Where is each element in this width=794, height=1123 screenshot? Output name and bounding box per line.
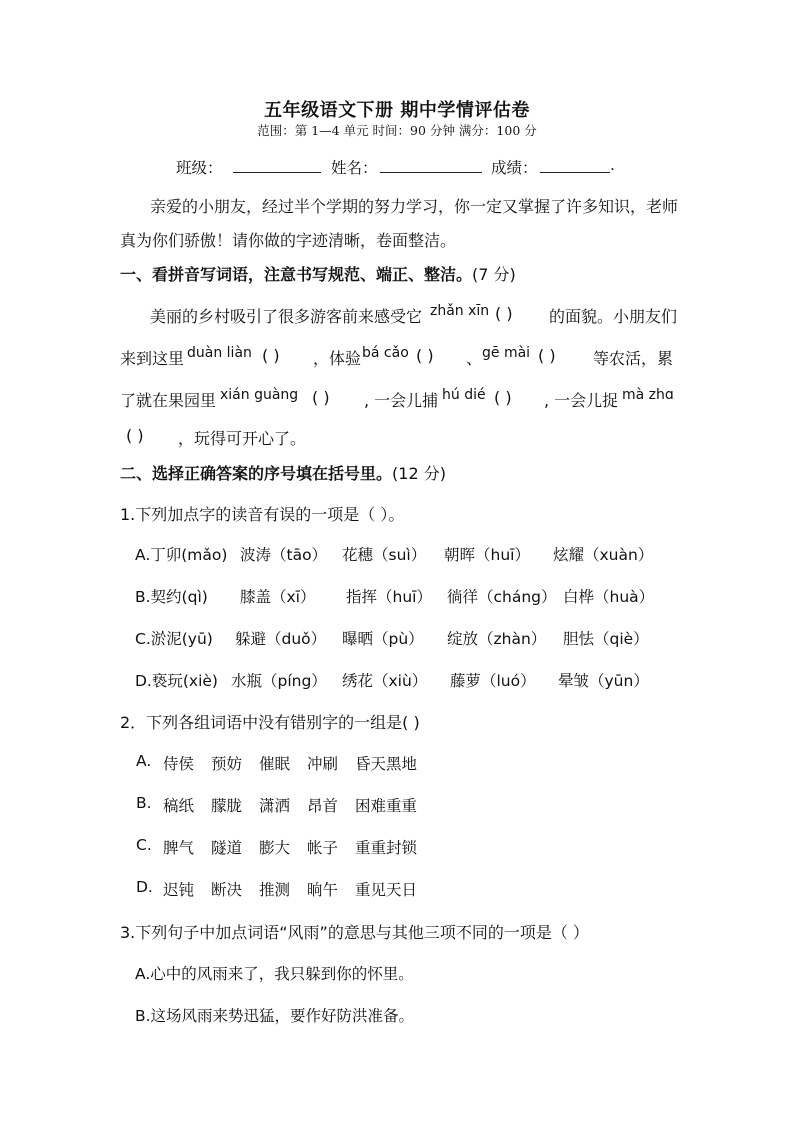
s1-line1-text: 美丽的乡村吸引了很多游客前来感受它 — [150, 307, 423, 326]
q2-a-word-2: 预妨 — [211, 755, 243, 773]
q1-b-word-4: 徜徉（cháng） — [447, 588, 557, 606]
s1-line3-b: , 一会儿捕 — [364, 391, 439, 410]
q2-d-word-3: 推测 — [259, 881, 291, 899]
q1-option-a[interactable]: A.丁卯(mǎo) — [135, 546, 228, 564]
name-label: 姓名： — [331, 159, 378, 177]
q2-d-word-2: 断决 — [211, 881, 243, 899]
s1-pinyin-zhanxin: zhǎn xīn — [430, 303, 490, 319]
s1-pinyin-duanlian: duàn liàn — [187, 345, 252, 361]
q2-b-word-2: 朦胧 — [211, 797, 243, 815]
q2-d-word-4: 晌午 — [307, 881, 339, 899]
q1-b-word-2: 膝盖（xī） — [240, 588, 316, 606]
section-1-heading — [120, 262, 516, 285]
s1-line4-tail: ，玩得可开心了。 — [178, 429, 307, 448]
section-1-points: (7 分) — [472, 265, 516, 284]
score-label: 成绩： — [491, 159, 538, 177]
s1-pinyin-xianguang: xián guàng — [220, 387, 299, 403]
s1-blank-7[interactable]: ( ) — [126, 426, 144, 445]
q2-b-word-5: 困难重重 — [355, 797, 418, 815]
s1-line2-b: ，体验 — [313, 349, 362, 368]
s1-line1-tail: 的面貌。小朋友们 — [549, 307, 678, 326]
s1-line2-a: 来到这里 — [120, 349, 185, 368]
q1-c-word-5: 胆怯（qiè） — [563, 630, 649, 648]
q2-b-word-1: 稿纸 — [163, 797, 195, 815]
s1-pinyin-mazha: mà zhɑ — [622, 387, 674, 403]
q1-b-word-3: 指挥（huī） — [346, 588, 432, 606]
s1-line3-c: , 一会儿捉 — [544, 391, 619, 410]
q2-c-word-1: 脾气 — [163, 839, 195, 857]
q3-stem: 3.下列句子中加点词语“风雨”的意思与其他三项不同的一项是（ ） — [120, 923, 589, 942]
s1-blank-4[interactable]: ( ) — [538, 346, 556, 365]
name-field[interactable] — [380, 158, 482, 177]
s1-line2-d: 等农活，累 — [593, 349, 674, 368]
s1-pinyin-bacao: bá cǎo — [362, 345, 409, 361]
q2-a-word-4: 冲刷 — [307, 755, 339, 773]
s1-blank-2[interactable]: ( ) — [262, 346, 280, 365]
q1-a-word-2: 波涛（tāo） — [240, 546, 328, 564]
s1-blank-3[interactable]: ( ) — [416, 346, 434, 365]
q1-stem: 1.下列加点字的读音有误的一项是（ ）。 — [120, 505, 405, 524]
s1-line2-c: 、 — [466, 349, 483, 368]
q2-b-word-3: 潇洒 — [259, 797, 291, 815]
q1-d-word-4: 藤萝（luó） — [450, 672, 536, 690]
q2-a-word-5: 昏天黑地 — [355, 755, 418, 773]
q2-option-b[interactable]: B. — [136, 794, 152, 812]
q1-d-word-3: 绣花（xiù） — [342, 672, 428, 690]
intro-line-2: 真为你们骄傲！请你做的字迹清晰，卷面整洁。 — [120, 231, 457, 250]
q3-option-a[interactable]: A.心中的风雨来了，我只躲到你的怀里。 — [135, 965, 414, 983]
q2-a-word-3: 催眠 — [259, 755, 291, 773]
q2-option-d[interactable]: D. — [136, 878, 153, 896]
q2-c-word-3: 膨大 — [259, 839, 291, 857]
q1-a-word-5: 炫耀（xuàn） — [553, 546, 654, 564]
q1-option-b[interactable]: B.契约(qì) — [135, 588, 208, 606]
q1-c-word-4: 绽放（zhàn） — [447, 630, 547, 648]
q1-option-d[interactable]: D.亵玩(xiè) — [135, 672, 218, 690]
score-field[interactable] — [540, 158, 610, 177]
q2-option-a[interactable]: A. — [136, 752, 152, 770]
s1-blank-1[interactable]: ( ) — [495, 304, 513, 323]
q2-d-word-1: 迟钝 — [163, 881, 195, 899]
q1-d-word-5: 晕皱（yūn） — [558, 672, 649, 690]
q2-b-word-4: 昂首 — [307, 797, 339, 815]
page-title: 五年级语文下册 期中学情评估卷 — [264, 100, 530, 121]
q1-c-word-2: 躲避（duǒ） — [235, 630, 327, 648]
info-end-mark: . — [610, 156, 615, 174]
q2-c-word-4: 帐子 — [307, 839, 339, 857]
q1-a-word-3: 花穗（suì） — [342, 546, 427, 564]
q1-b-word-5: 白桦（huà） — [563, 588, 655, 606]
q2-a-word-1: 侍侯 — [163, 755, 195, 773]
q1-c-word-3: 曝晒（pù） — [342, 630, 424, 648]
s1-blank-6[interactable]: ( ) — [494, 388, 512, 407]
s1-pinyin-gemai: gē mài — [482, 345, 531, 361]
q2-c-word-2: 隧道 — [211, 839, 243, 857]
q2-stem: 2．下列各组词语中没有错别字的一组是( ) — [120, 713, 420, 732]
class-field[interactable] — [233, 158, 321, 177]
q2-c-word-5: 重重封锁 — [355, 839, 418, 857]
section-1-title: 一、看拼音写词语，注意书写规范、端正、整洁。 — [120, 265, 473, 284]
section-2-title: 二、选择正确答案的序号填在括号里。 — [120, 464, 393, 483]
class-label: 班级： — [176, 159, 223, 177]
section-2-heading — [120, 461, 446, 484]
q1-option-c[interactable]: C.淤泥(yū) — [135, 630, 213, 648]
section-2-points: (12 分) — [392, 464, 446, 483]
intro-line-1: 亲爱的小朋友，经过半个学期的努力学习，你一定又掌握了许多知识，老师 — [150, 197, 679, 216]
q1-a-word-4: 朝晖（huī） — [444, 546, 530, 564]
s1-pinyin-hudie: hú dié — [442, 387, 486, 403]
s1-line3-a: 了就在果园里 — [120, 391, 217, 410]
s1-blank-5[interactable]: ( ) — [312, 388, 330, 407]
q2-d-word-5: 重见天日 — [355, 881, 418, 899]
q2-option-c[interactable]: C. — [136, 836, 152, 854]
q1-d-word-2: 水瓶（píng） — [231, 672, 327, 690]
exam-scope: 范围：第 1—4 单元 时间：90 分钟 满分：100 分 — [257, 123, 537, 138]
q3-option-b[interactable]: B.这场风雨来势迅猛，要作好防洪准备。 — [135, 1007, 415, 1025]
